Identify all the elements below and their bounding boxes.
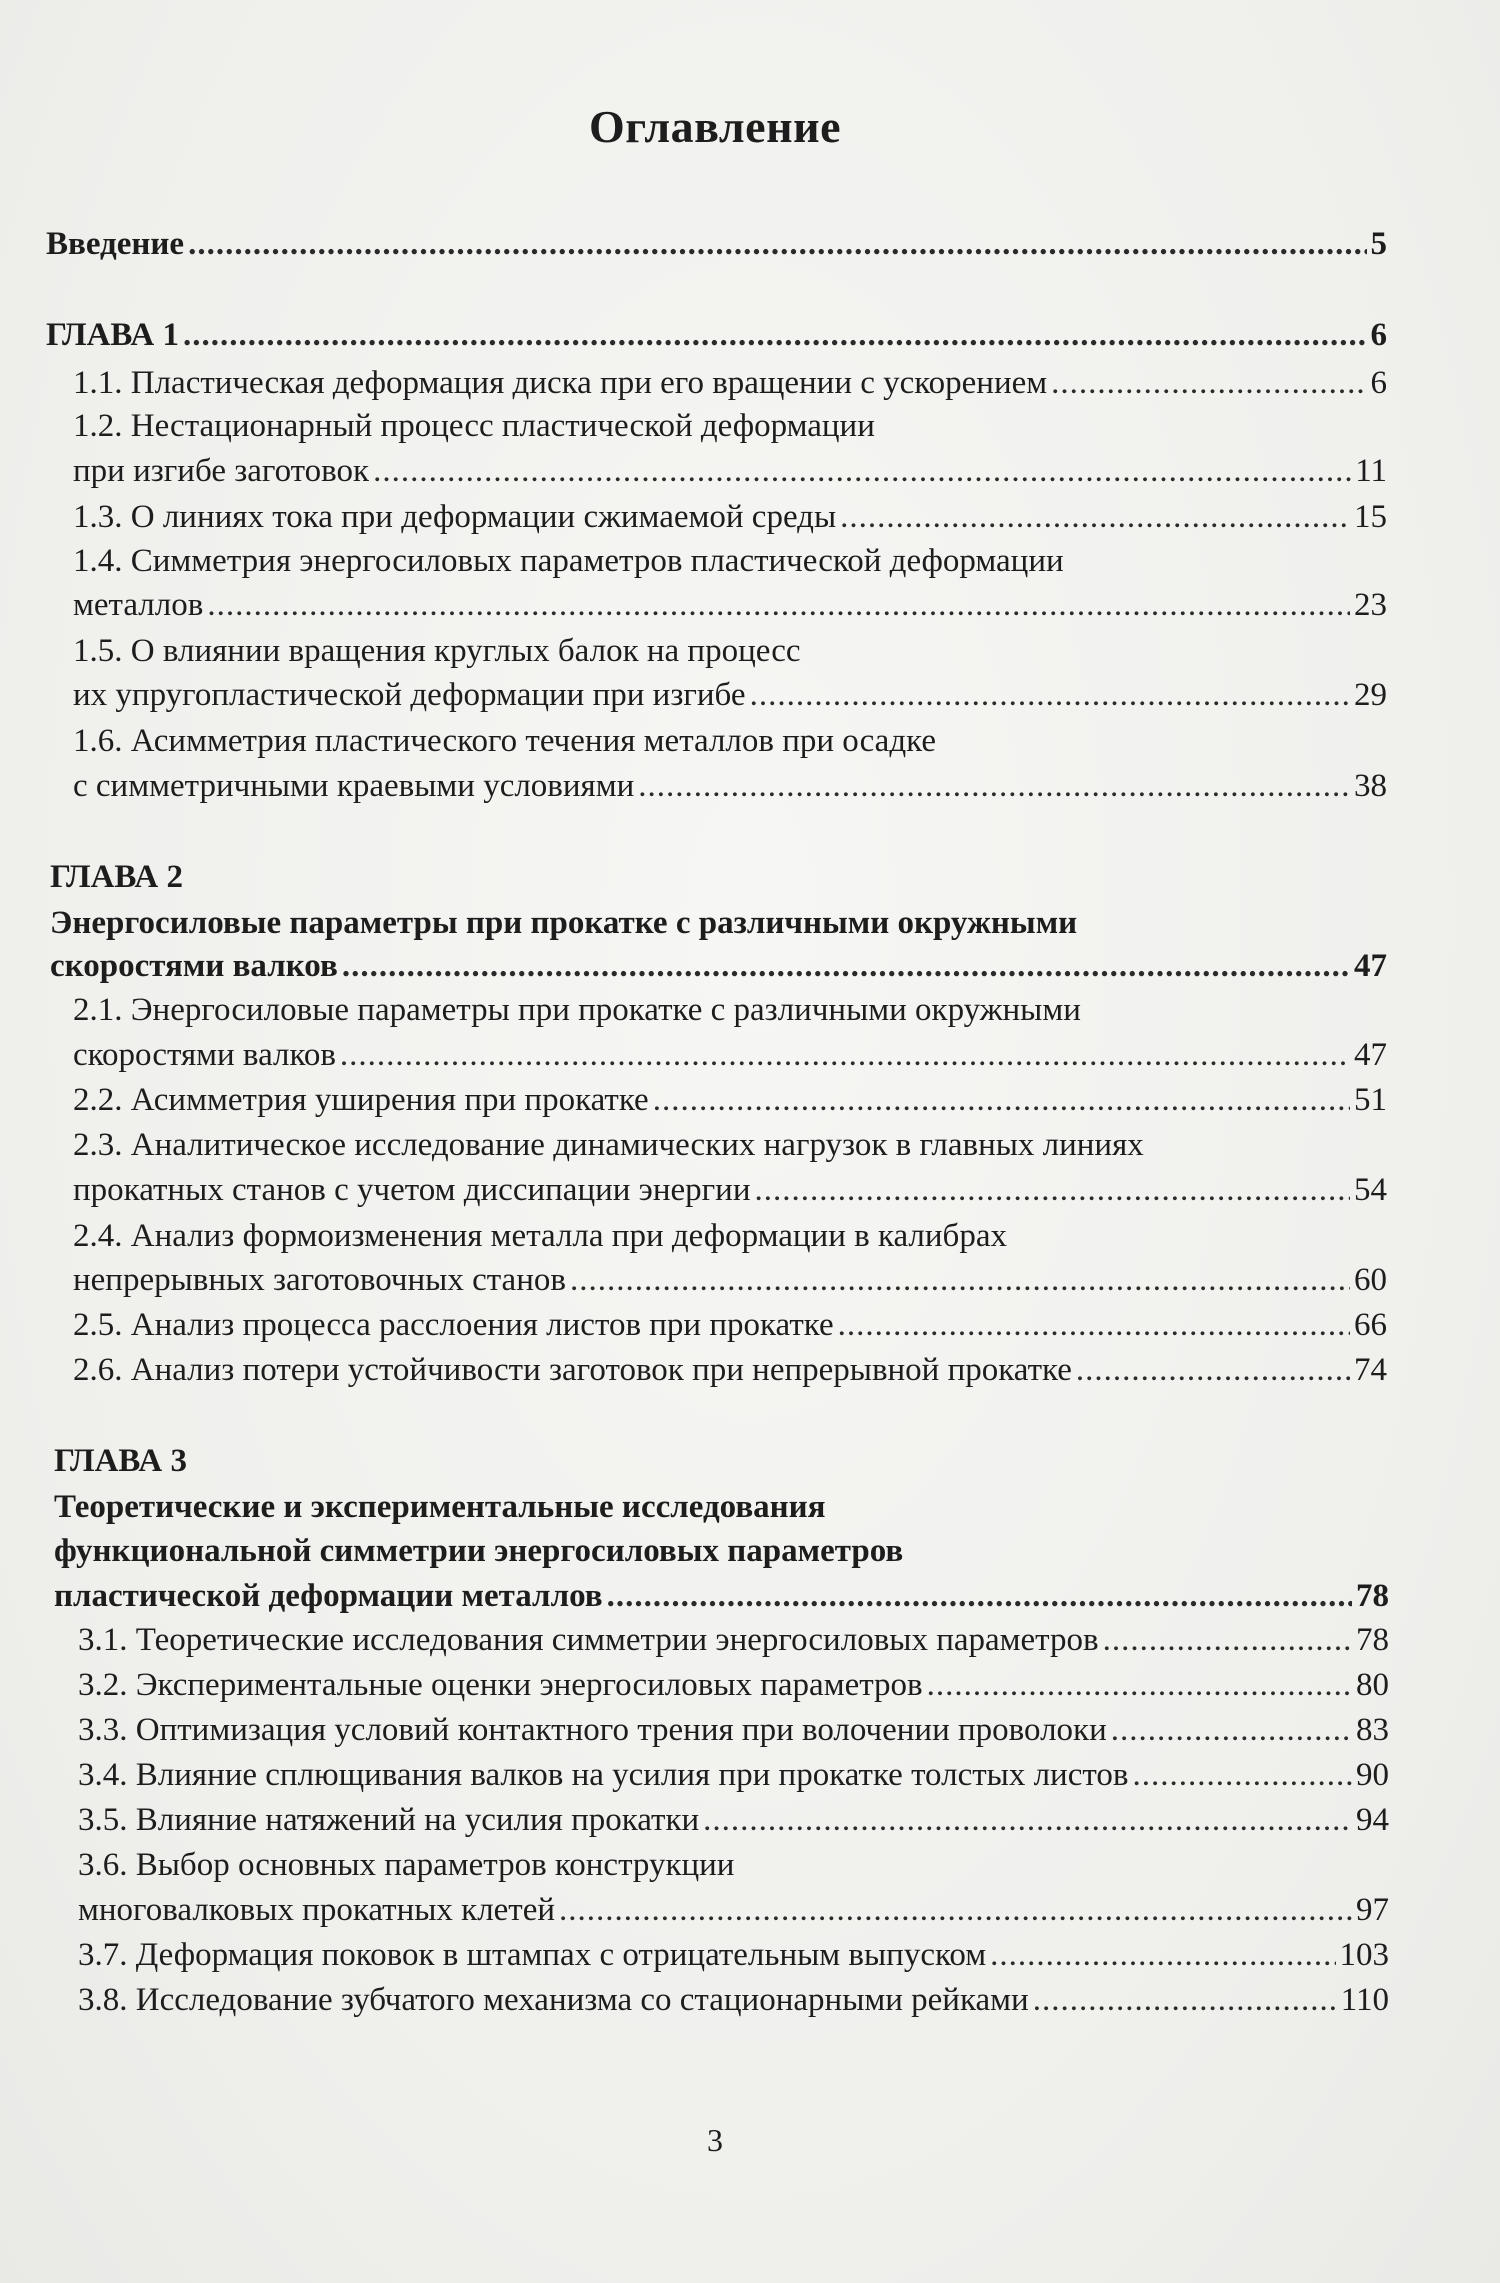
toc-entry-intro[interactable]	[46, 224, 1387, 264]
toc-page-number: 80	[1356, 1667, 1389, 1703]
dot-leader	[342, 946, 1350, 986]
toc-entry-label: 1.3. О линиях тока при деформации сжимаемой среды	[73, 499, 837, 535]
toc-entry-2-3-line1[interactable]: 2.3. Аналитическое исследование динамических нагрузок в главных линиях	[73, 1127, 1144, 1163]
toc-page-number: 11	[1355, 453, 1387, 489]
toc-entry-1-5-line1[interactable]: 1.5. О влиянии вращения круглых балок на процесс	[73, 633, 801, 669]
toc-page-number: 5	[1370, 226, 1387, 262]
toc-entry-label: скоростями валков	[50, 948, 338, 984]
toc-page-number: 60	[1354, 1262, 1387, 1298]
dot-leader	[373, 451, 1351, 491]
toc-page-number: 51	[1354, 1082, 1387, 1118]
toc-entry-2-4-line1[interactable]: 2.4. Анализ формоизменения металла при деформации в калибрах	[73, 1218, 1007, 1254]
toc-page-number: 23	[1354, 587, 1387, 623]
toc-chapter-2-title-line1[interactable]: Энергосиловые параметры при прокатке с различными окружными	[50, 905, 1078, 941]
toc-chapter-1-heading[interactable]	[46, 315, 1387, 355]
toc-entry-1-3[interactable]	[73, 497, 1387, 537]
dot-leader	[703, 1800, 1352, 1840]
dot-leader	[1132, 1755, 1352, 1795]
dot-leader	[838, 1305, 1350, 1345]
toc-entry-1-4[interactable]	[73, 585, 1387, 625]
dot-leader	[927, 1665, 1352, 1705]
toc-entry-label: 1.1. Пластическая деформация диска при его вращении с ускорением	[73, 365, 1048, 401]
dot-leader	[1103, 1620, 1352, 1660]
toc-entry-label: прокатных станов с учетом диссипации энергии	[73, 1172, 751, 1208]
toc-entry-2-4[interactable]	[73, 1260, 1387, 1300]
toc-entry-1-6[interactable]	[73, 766, 1387, 806]
toc-page-number: 6	[1370, 365, 1387, 401]
toc-entry-label: 2.2. Асимметрия уширения при прокатке	[73, 1082, 649, 1118]
toc-entry-3-6-line1[interactable]: 3.6. Выбор основных параметров конструкции	[78, 1847, 735, 1883]
toc-page-number: 78	[1356, 1622, 1389, 1658]
toc-page-number: 74	[1354, 1352, 1387, 1388]
toc-entry-1-2[interactable]	[73, 451, 1387, 491]
toc-page-number: 94	[1356, 1802, 1389, 1838]
toc-entry-1-5[interactable]	[73, 675, 1387, 715]
toc-chapter-2-title[interactable]	[50, 946, 1387, 986]
toc-entry-3-4[interactable]	[78, 1755, 1389, 1795]
toc-entry-2-1-line1[interactable]: 2.1. Энергосиловые параметры при прокатке с различными окружными	[73, 992, 1081, 1028]
toc-entry-3-3[interactable]	[78, 1710, 1389, 1750]
toc-page-number: 66	[1354, 1307, 1387, 1343]
toc-entry-3-8[interactable]	[78, 1980, 1389, 2020]
toc-chapter-2-heading[interactable]: ГЛАВА 2	[50, 859, 183, 895]
toc-page-number: 15	[1354, 499, 1387, 535]
toc-entry-label: многовалковых прокатных клетей	[78, 1892, 556, 1928]
toc-entry-label: 3.1. Теоретические исследования симметрии энергосиловых параметров	[78, 1622, 1099, 1658]
dot-leader	[1051, 363, 1366, 403]
toc-entry-3-2[interactable]	[78, 1665, 1389, 1705]
dot-leader	[1111, 1710, 1352, 1750]
toc-page-number: 47	[1354, 948, 1387, 984]
toc-entry-2-6[interactable]	[73, 1350, 1387, 1390]
dot-leader	[559, 1890, 1352, 1930]
toc-page-number: 110	[1340, 1982, 1389, 2018]
toc-entry-2-1[interactable]	[73, 1035, 1387, 1075]
toc-entry-label: 3.8. Исследование зубчатого механизма со стационарными рейками	[78, 1982, 1029, 2018]
toc-entry-label: 3.7. Деформация поковок в штампах с отрицательным выпуском	[78, 1937, 987, 1973]
toc-page-number: 38	[1354, 768, 1387, 804]
toc-entry-3-7[interactable]	[78, 1935, 1389, 1975]
dot-leader	[340, 1035, 1350, 1075]
toc-chapter-3-heading[interactable]: ГЛАВА 3	[54, 1443, 187, 1479]
toc-entry-label: Введение	[46, 226, 185, 262]
page-title: Оглавление	[588, 101, 842, 152]
toc-page-number: 97	[1356, 1892, 1389, 1928]
toc-entry-1-4-line1[interactable]: 1.4. Симметрия энергосиловых параметров пластической деформации	[73, 543, 1064, 579]
dot-leader	[638, 766, 1350, 806]
toc-entry-2-2[interactable]	[73, 1080, 1387, 1120]
toc-page-number: 29	[1354, 677, 1387, 713]
toc-page-number: 78	[1356, 1578, 1389, 1614]
dot-leader	[653, 1080, 1350, 1120]
toc-entry-label: 3.3. Оптимизация условий контактного трения при волочении проволоки	[78, 1712, 1107, 1748]
toc-entry-1-1[interactable]	[73, 363, 1387, 403]
dot-leader	[188, 224, 1366, 264]
toc-entry-3-1[interactable]	[78, 1620, 1389, 1660]
toc-entry-label: 2.5. Анализ процесса расслоения листов при прокатке	[73, 1307, 834, 1343]
toc-chapter-3-title-line1[interactable]: Теоретические и экспериментальные исследования	[54, 1489, 826, 1525]
toc-entry-label: 3.4. Влияние сплющивания валков на усилия при прокатке толстых листов	[78, 1757, 1129, 1793]
toc-entry-label: при изгибе заготовок	[73, 453, 370, 489]
toc-page-number: 83	[1356, 1712, 1389, 1748]
toc-entry-label: 2.6. Анализ потери устойчивости заготовок при непрерывной прокатке	[73, 1352, 1072, 1388]
page-number: 3	[707, 2122, 723, 2158]
toc-entry-label: непрерывных заготовочных станов	[73, 1262, 566, 1298]
toc-entry-label: пластической деформации металлов	[54, 1578, 603, 1614]
toc-entry-2-5[interactable]	[73, 1305, 1387, 1345]
dot-leader	[570, 1260, 1350, 1300]
toc-entry-label: их упругопластической деформации при изгибе	[73, 677, 746, 713]
dot-leader	[607, 1576, 1352, 1616]
toc-entry-label: 3.2. Экспериментальные оценки энергосиловых параметров	[78, 1667, 923, 1703]
dot-leader	[207, 585, 1350, 625]
toc-entry-1-2-line1[interactable]: 1.2. Нестационарный процесс пластической деформации	[73, 408, 875, 444]
toc-page-number: 47	[1354, 1037, 1387, 1073]
dot-leader	[840, 497, 1350, 537]
toc-chapter-3-title[interactable]	[54, 1576, 1389, 1616]
toc-page-number: 90	[1356, 1757, 1389, 1793]
toc-entry-3-6[interactable]	[78, 1890, 1389, 1930]
toc-entry-2-3[interactable]	[73, 1170, 1387, 1210]
dot-leader	[755, 1170, 1351, 1210]
toc-entry-label: скоростями валков	[73, 1037, 336, 1073]
dot-leader	[750, 675, 1350, 715]
toc-page-number: 6	[1370, 317, 1387, 353]
toc-page-number: 54	[1354, 1172, 1387, 1208]
toc-page-number: 103	[1339, 1937, 1389, 1973]
dot-leader	[183, 315, 1367, 355]
dot-leader	[1033, 1980, 1337, 2020]
chapter-heading: ГЛАВА 1	[46, 317, 179, 353]
toc-entry-3-5[interactable]	[78, 1800, 1389, 1840]
dot-leader	[990, 1935, 1335, 1975]
toc-entry-label: 3.5. Влияние натяжений на усилия прокатки	[78, 1802, 700, 1838]
toc-entry-label: металлов	[73, 587, 204, 623]
toc-entry-1-6-line1[interactable]: 1.6. Асимметрия пластического течения металлов при осадке	[73, 723, 936, 759]
dot-leader	[1076, 1350, 1350, 1390]
toc-entry-label: с симметричными краевыми условиями	[73, 768, 635, 804]
toc-chapter-3-title-line2[interactable]: функциональной симметрии энергосиловых параметров	[54, 1533, 904, 1569]
